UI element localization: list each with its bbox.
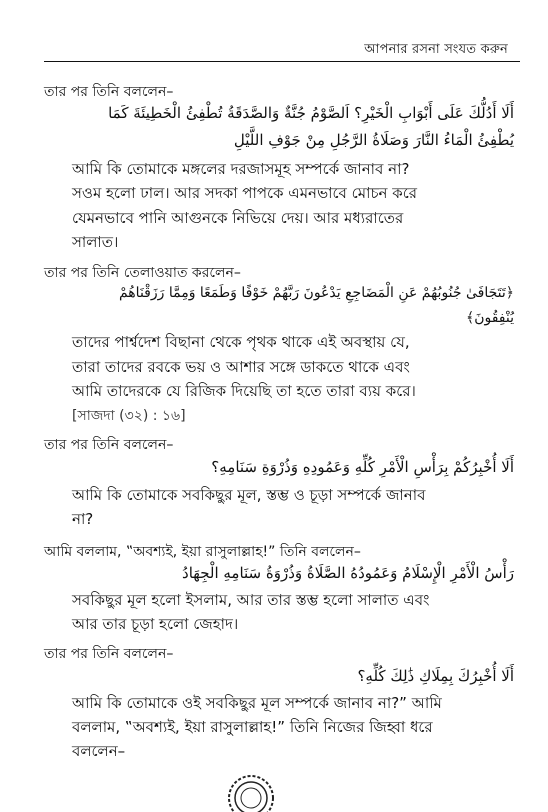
bangla-translation-line: আমি কি তোমাকে ওই সবকিছুর মূল সম্পর্কে জানাব না?” আমি	[72, 694, 442, 712]
section-intro: তার পর তিনি বললেন–	[44, 84, 174, 100]
verse-reference: [সাজদা (৩২) : ১৬]	[72, 408, 186, 424]
bangla-translation-line: তাদের পার্শ্বদেশ বিছানা থেকে পৃথক থাকে এই অবস্থায় যে,	[72, 333, 410, 351]
header-divider	[44, 61, 520, 62]
section-intro: তার পর তিনি বললেন–	[44, 646, 174, 662]
bangla-translation-line: আমি কি তোমাকে মঙ্গলের দরজাসমূহ সম্পর্কে জানাব না?	[72, 160, 410, 178]
bangla-translation-line: বললেন–	[72, 742, 126, 760]
quran-verse-line: يُنْفِقُونَ﴾	[465, 310, 514, 326]
arabic-text-line: أَلَا أُخْبِرُكَ بِمِلَاكِ ذَٰلِكَ كُلِّهِ؟	[357, 667, 514, 685]
bangla-translation-line: আমি কি তোমাকে সবকিছুর মূল, স্তম্ভ ও চূড়া সম্পর্কে জানাব	[72, 486, 426, 504]
section-intro: আমি বললাম, ‟অবশ্যই, ইয়া রাসুলাল্লাহ!” তিনি বললেন–	[44, 544, 361, 560]
page-ornament-icon	[214, 772, 288, 812]
bangla-translation-line: যেমনভাবে পানি আগুনকে নিভিয়ে দেয়। আর মধ্যরাতের	[72, 209, 404, 227]
arabic-text-line: رَأْسُ الْأَمْرِ الْإِسْلَامُ وَعَمُودُهُ الصَّلَاةُ وَذُرْوَةُ سَنَامِهِ الْجِهَادُ	[182, 564, 514, 582]
bangla-translation-line: সালাত।	[72, 233, 119, 251]
bangla-translation-line: আমি তাদেরকে যে রিজিক দিয়েছি তা হতে তারা ব্যয় করে।	[72, 382, 416, 400]
section-intro: তার পর তিনি বললেন–	[44, 437, 174, 453]
bangla-translation-line: তারা তাদের রবকে ভয় ও আশার সঙ্গে ডাকতে থাকে এবং	[72, 358, 410, 376]
running-header: আপনার রসনা সংযত করুন	[364, 42, 508, 57]
arabic-text-line: يُطْفِئُ الْمَاءُ النَّارَ وَصَلَاةُ الرَّجُلِ مِنْ جَوْفِ اللَّيْلِ	[233, 131, 514, 149]
arabic-text-line: أَلَا أَدُلُّكَ عَلَى أَبْوَابِ الْخَيْرِ؟ اَلصَّوْمُ جُنَّةٌ وَالصَّدَقَةُ تُطْفِئُ الْخَطِيئَةَ كَمَا	[108, 104, 514, 122]
bangla-translation-line: না?	[72, 510, 94, 528]
bangla-translation-line: সবকিছুর মূল হলো ইসলাম, আর তার স্তম্ভ হলো সালাত এবং	[72, 591, 430, 609]
arabic-text-line: أَلَا أُخْبِرُكُمْ بِرَأْسِ الْأَمْرِ كُلِّهِ وَعَمُودِهِ وَذُرْوَةِ سَنَامِهِ؟	[211, 458, 514, 476]
quran-verse-line: ﴿تَتَجَافَىٰ جُنُوبُهُمْ عَنِ الْمَضَاجِعِ يَدْعُونَ رَبَّهُمْ خَوْفًا وَطَمَعًا وَمِمَّا رَزَقْنَاهُمْ	[118, 285, 514, 301]
section-intro: তার পর তিনি তেলাওয়াত করলেন–	[44, 265, 241, 281]
bangla-translation-line: আর তার চূড়া হলো জেহাদ।	[72, 615, 239, 633]
bangla-translation-line: বললাম, ‟অবশ্যই, ইয়া রাসুলাল্লাহ!” তিনি নিজের জিহ্বা ধরে	[72, 718, 433, 736]
bangla-translation-line: সওম হলো ঢাল। আর সদকা পাপকে এমনভাবে মোচন করে	[72, 184, 418, 202]
